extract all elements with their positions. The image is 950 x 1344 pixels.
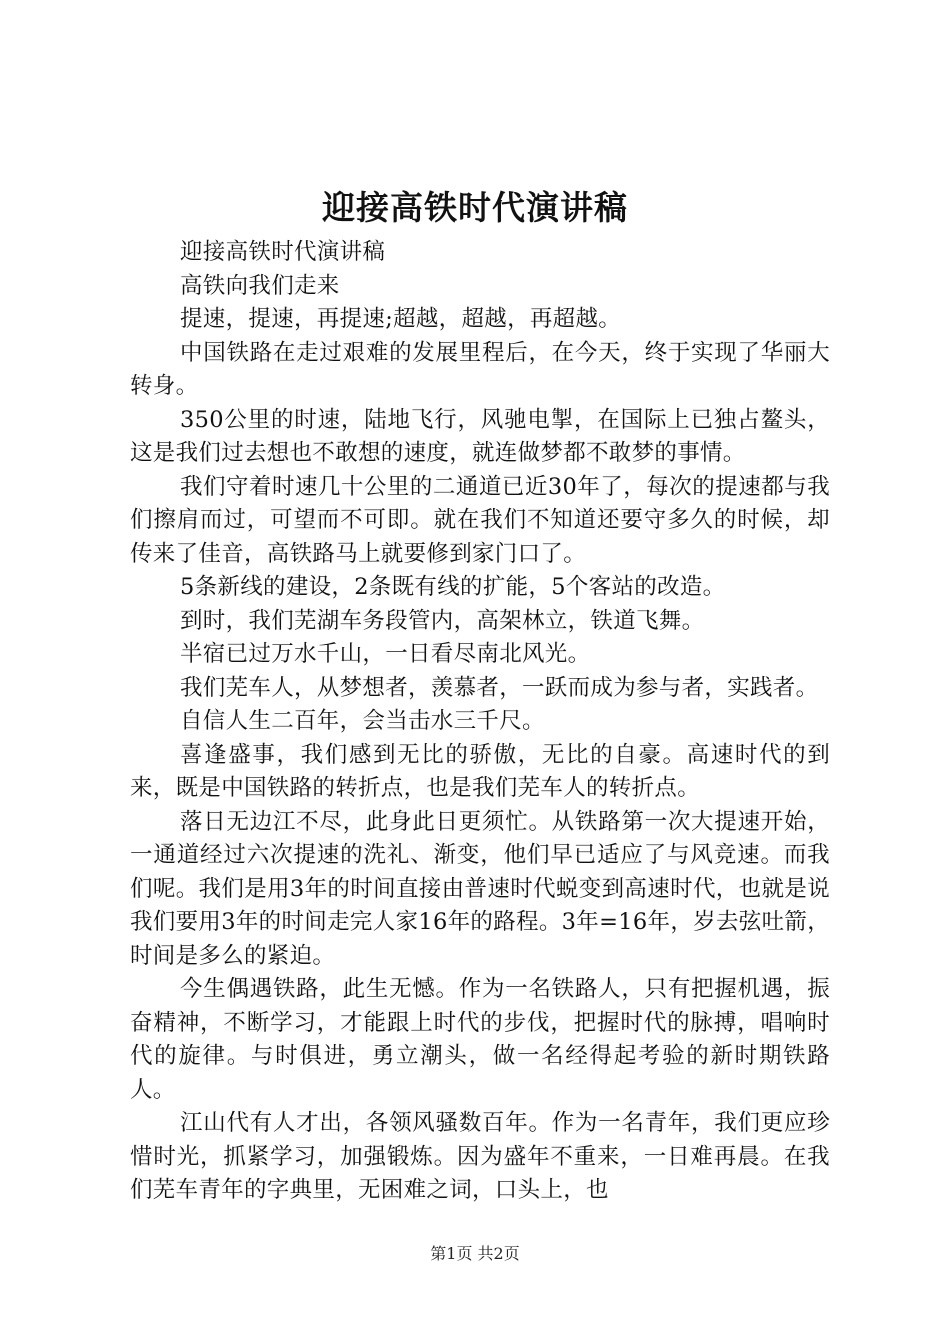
paragraph: 喜逢盛事，我们感到无比的骄傲，无比的自豪。高速时代的到来，既是中国铁路的转折点，也是我们芜车人的转折点。 [130,741,830,801]
document-title: 迎接高铁时代演讲稿 [322,188,628,227]
paragraph: 我们守着时速几十公里的二通道已近30年了，每次的提速都与我们擦肩而过，可望而不可即。就在我们不知道还要守多久的时候，却传来了佳音，高铁路马上就要修到家门口了。 [130,473,830,567]
paragraph: 迎接高铁时代演讲稿 [180,239,386,265]
paragraph: 中国铁路在走过艰难的发展里程后，在今天，终于实现了华丽大转身。 [130,339,830,399]
paragraph: 提速，提速，再提速;超越，超越，再超越。 [180,306,622,332]
paragraph: 今生偶遇铁路，此生无憾。作为一名铁路人，只有把握机遇，振奋精神，不断学习，才能跟上时代的步伐，把握时代的脉搏，唱响时代的旋律。与时俱进，勇立潮头，做一名经得起考验的新时期铁路人。 [130,976,830,1103]
paragraph: 350公里的时速，陆地飞行，风驰电掣，在国际上已独占鳌头，这是我们过去想也不敢想的速度，就连做梦都不敢梦的事情。 [130,406,830,466]
page-number: 第1页 共2页 [430,1244,520,1263]
paragraph: 落日无边江不尽，此身此日更须忙。从铁路第一次大提速开始，一通道经过六次提速的洗礼、渐变，他们早已适应了与风竞速。而我们呢。我们是用3年的时间直接由普速时代蜕变到高速时代，也就是说我们要用3年的时间走完人家16年的路程。3年=16年，岁去弦吐箭，时间是多么的紧迫。 [130,808,830,969]
paragraph: 5条新线的建设，2条既有线的扩能，5个客站的改造。 [180,574,726,600]
paragraph: 半宿已过万水千山，一日看尽南北风光。 [180,641,591,667]
paragraph: 高铁向我们走来 [180,272,340,299]
document-body [130,236,830,1208]
paragraph: 我们芜车人，从梦想者，羡慕者，一跃而成为参与者，实践者。 [180,674,819,701]
paragraph: 到时，我们芜湖车务段管内，高架林立，铁道飞舞。 [180,607,705,634]
paragraph: 自信人生二百年，会当击水三千尺。 [180,708,545,734]
paragraph: 江山代有人才出，各领风骚数百年。作为一名青年，我们更应珍惜时光，抓紧学习，加强锻炼。因为盛年不重来，一日难再晨。在我们芜车青年的字典里，无困难之词，口头上，也 [130,1110,830,1203]
